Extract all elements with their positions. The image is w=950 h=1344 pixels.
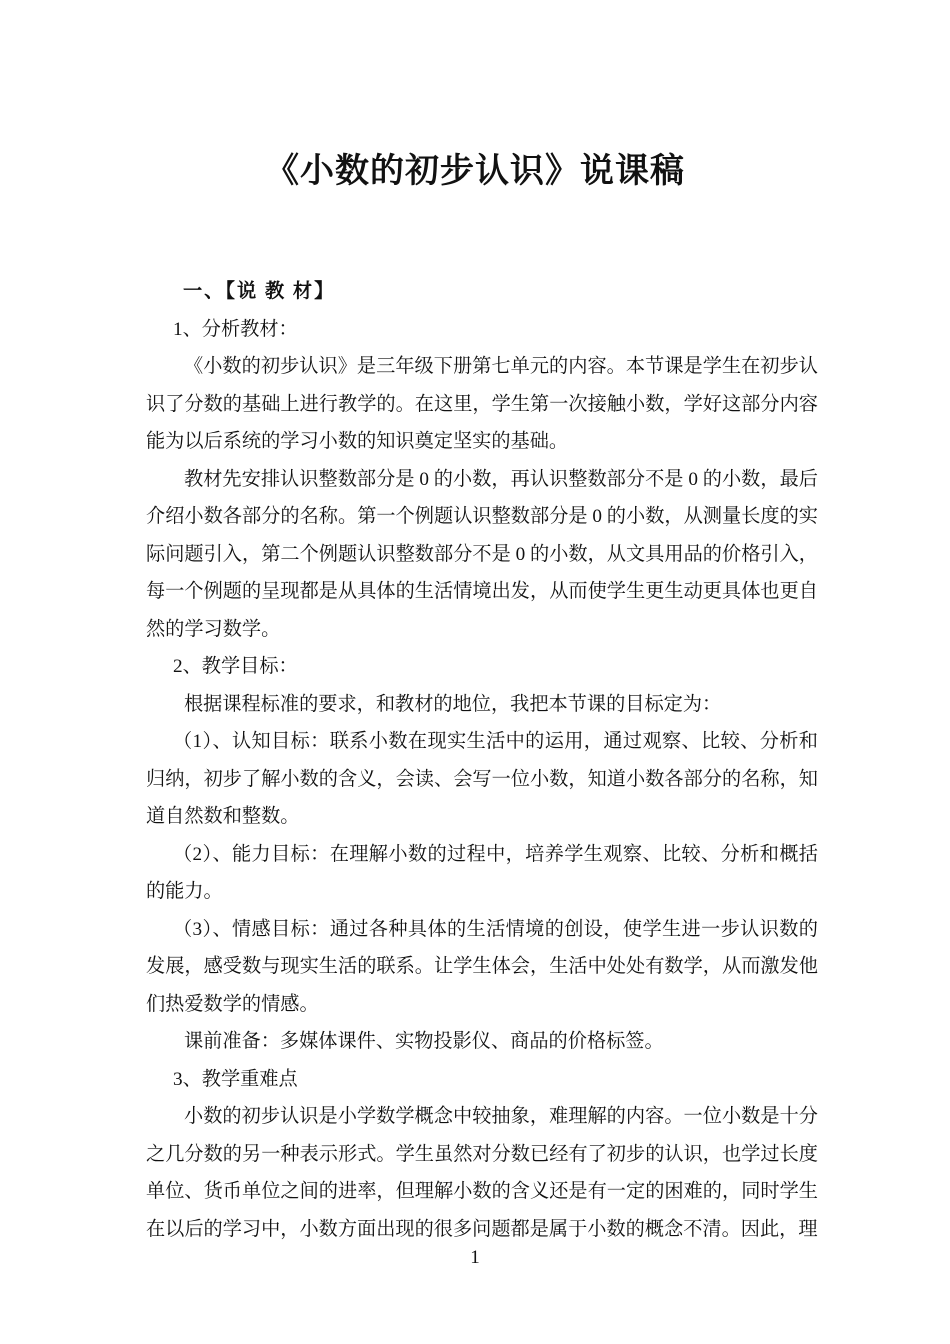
paragraph: 2、教学目标： [173, 656, 298, 677]
document-title: 《小数的初步认识》说课稿 [265, 153, 685, 190]
paragraph: 3、教学重难点 [173, 1068, 298, 1090]
paragraph: 《小数的初步认识》是三年级下册第七单元的内容。本节课是学生在初步认识了分数的基础上进行教学的。在这里，学生第一次接触小数，学好这部分内容能为以后系统的学习小数的知识奠定坚实的基础。 [146, 356, 818, 452]
paragraph: （1）、认知目标：联系小数在现实生活中的运用，通过观察、比较、分析和归纳，初步了解小数的含义，会读、会写一位小数，知道小数各部分的名称，知道自然数和整数。 [146, 731, 818, 827]
paragraph: 教材先安排认识整数部分是 0 的小数，再认识整数部分不是 0 的小数，最后介绍小数各部分的名称。第一个例题认识整数部分是 0 的小数，从测量长度的实际问题引入，第二个例题认识整数部分不是 0 的小数，从文具用品的价格引入，每一个例题的呈现都是从具体的生活情境出发，从而使学生更生动更具体也更自然的学习数学。 [146, 468, 818, 640]
paragraph: 一、【说 教 材】 [183, 281, 336, 302]
paragraph: （2）、能力目标：在理解小数的过程中，培养学生观察、比较、分析和概括的能力。 [146, 843, 818, 902]
document-body [146, 273, 818, 1248]
paragraph: 1、分析教材： [173, 318, 298, 340]
paragraph: 课前准备：多媒体课件、实物投影仪、商品的价格标签。 [184, 1031, 664, 1052]
paragraph: （3）、情感目标：通过各种具体的生活情境的创设，使学生进一步认识数的发展，感受数与现实生活的联系。让学生体会，生活中处处有数学，从而激发他们热爱数学的情感。 [146, 918, 818, 1015]
paragraph: 根据课程标准的要求，和教材的地位，我把本节课的目标定为： [184, 693, 722, 715]
paragraph: 小数的初步认识是小学数学概念中较抽象，难理解的内容。一位小数是十分之几分数的另一种表示形式。学生虽然对分数已经有了初步的认识，也学过长度单位、货币单位之间的进率，但理解小数的含义还是有一定的困难的，同时学生在以后的学习中，小数方面出现的很多问题都是属于小数的概念不清。因此，理 [146, 1106, 818, 1240]
page-number: 1 [470, 1247, 480, 1268]
